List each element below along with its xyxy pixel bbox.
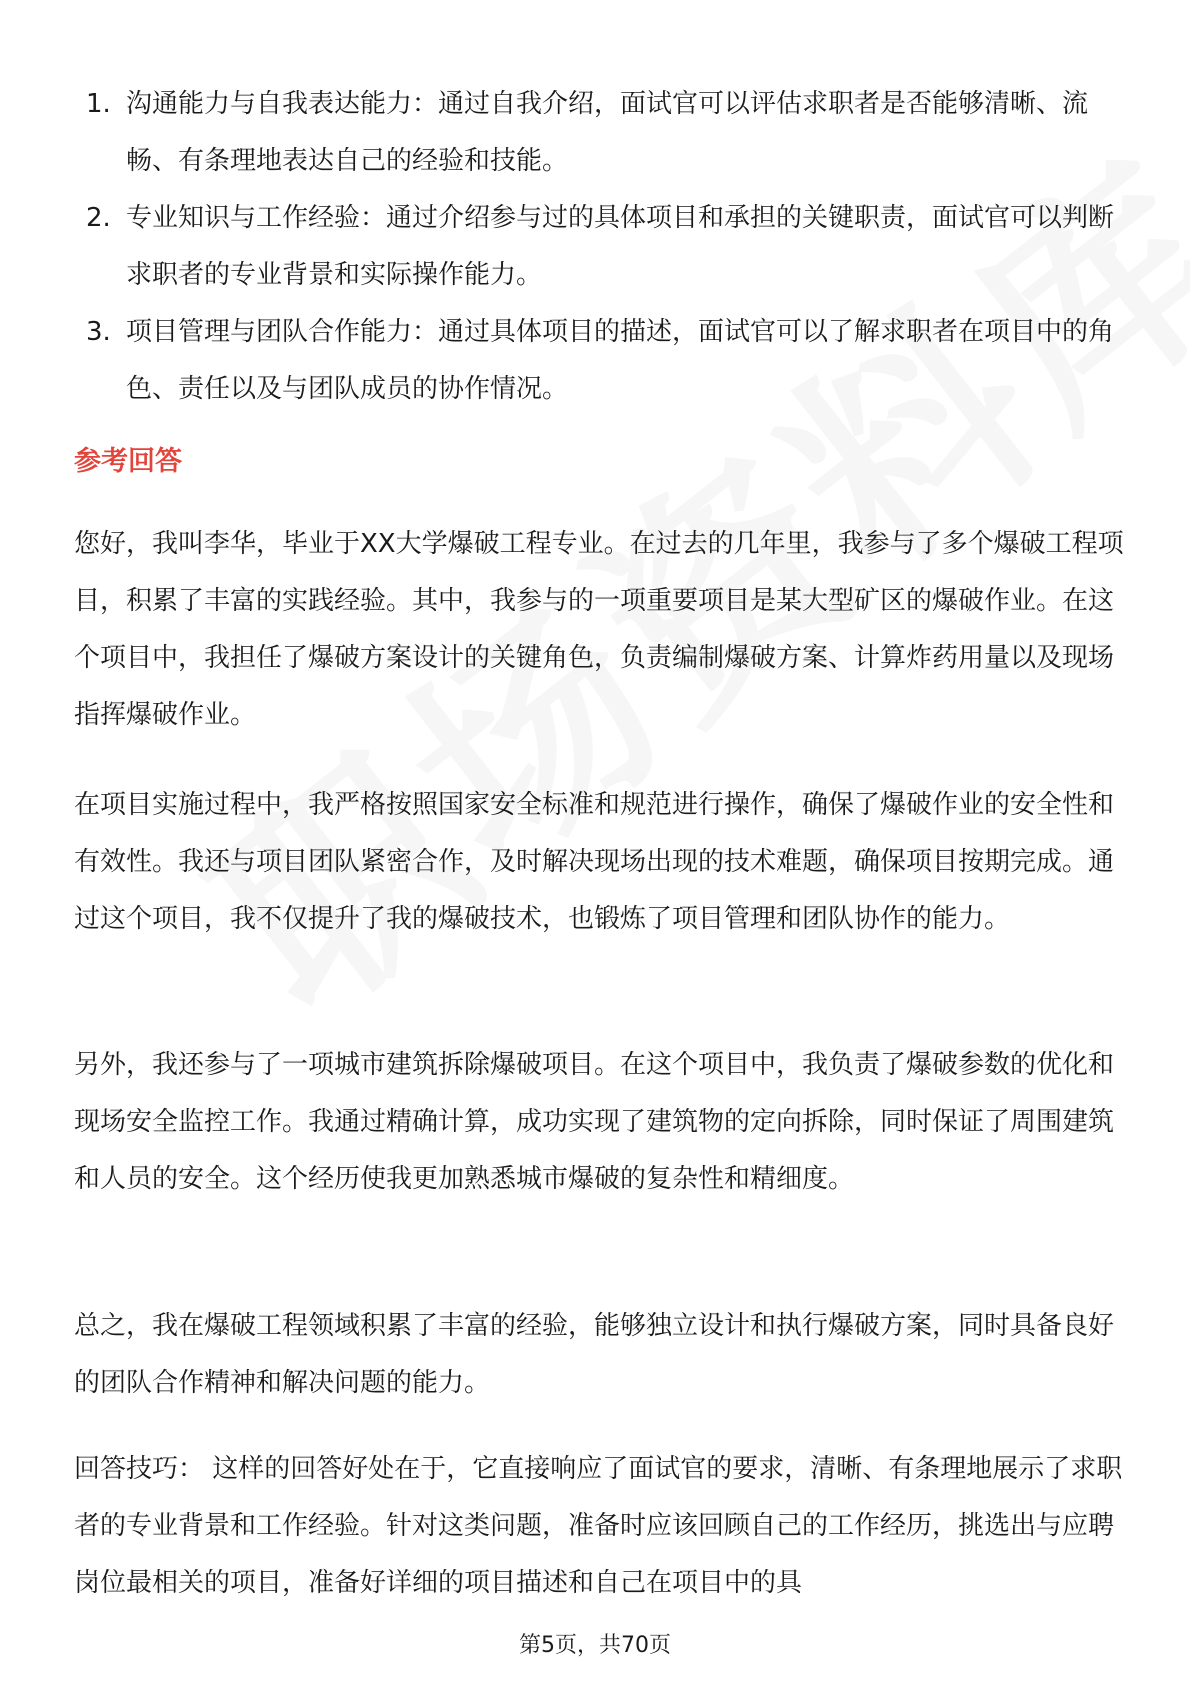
list-item	[74, 190, 1114, 304]
page-footer: 第5页，共70页	[519, 1633, 671, 1658]
list-item-text: 项目管理与团队合作能力：通过具体项目的描述，面试官可以了解求职者在项目中的角色、责任以及与团队成员的协作情况。	[126, 317, 1115, 404]
list-item-text: 沟通能力与自我表达能力：通过自我介绍，面试官可以评估求职者是否能够清晰、流畅、有条理地表达自己的经验和技能。	[126, 89, 1089, 176]
paragraph: 另外，我还参与了一项城市建筑拆除爆破项目。在这个项目中，我负责了爆破参数的优化和现场安全监控工作。我通过精确计算，成功实现了建筑物的定向拆除，同时保证了周围建筑和人员的安全。这个经历使我更加熟悉城市爆破的复杂性和精细度。	[74, 1050, 1115, 1194]
section-heading: 参考回答	[74, 446, 182, 477]
list-item-number: 1.	[86, 89, 111, 119]
paragraph: 总之，我在爆破工程领域积累了丰富的经验，能够独立设计和执行爆破方案，同时具备良好的团队合作精神和解决问题的能力。	[74, 1311, 1115, 1398]
list-item-number: 3.	[86, 317, 111, 347]
paragraph: 您好，我叫李华，毕业于XX大学爆破工程专业。在过去的几年里，我参与了多个爆破工程项目，积累了丰富的实践经验。其中，我参与的一项重要项目是某大型矿区的爆破作业。在这个项目中，我担任了爆破方案设计的关键角色，负责编制爆破方案、计算炸药用量以及现场指挥爆破作业。	[74, 529, 1124, 730]
list-item	[74, 76, 1114, 190]
paragraph: 在项目实施过程中，我严格按照国家安全标准和规范进行操作，确保了爆破作业的安全性和有效性。我还与项目团队紧密合作，及时解决现场出现的技术难题，确保项目按期完成。通过这个项目，我不仅提升了我的爆破技术，也锻炼了项目管理和团队协作的能力。	[74, 790, 1115, 934]
list-item-text: 专业知识与工作经验：通过介绍参与过的具体项目和承担的关键职责，面试官可以判断求职者的专业背景和实际操作能力。	[126, 203, 1115, 290]
answer-tips-paragraph: 回答技巧： 这样的回答好处在于，它直接响应了面试官的要求，清晰、有条理地展示了求职者的专业背景和工作经验。针对这类问题，准备时应该回顾自己的工作经历，挑选出与应聘岗位最相关的项目，准备好详细的项目描述和自己在项目中的具	[74, 1454, 1123, 1598]
list-item-number: 2.	[86, 203, 111, 233]
numbered-list	[74, 76, 1114, 418]
list-item	[74, 304, 1114, 418]
